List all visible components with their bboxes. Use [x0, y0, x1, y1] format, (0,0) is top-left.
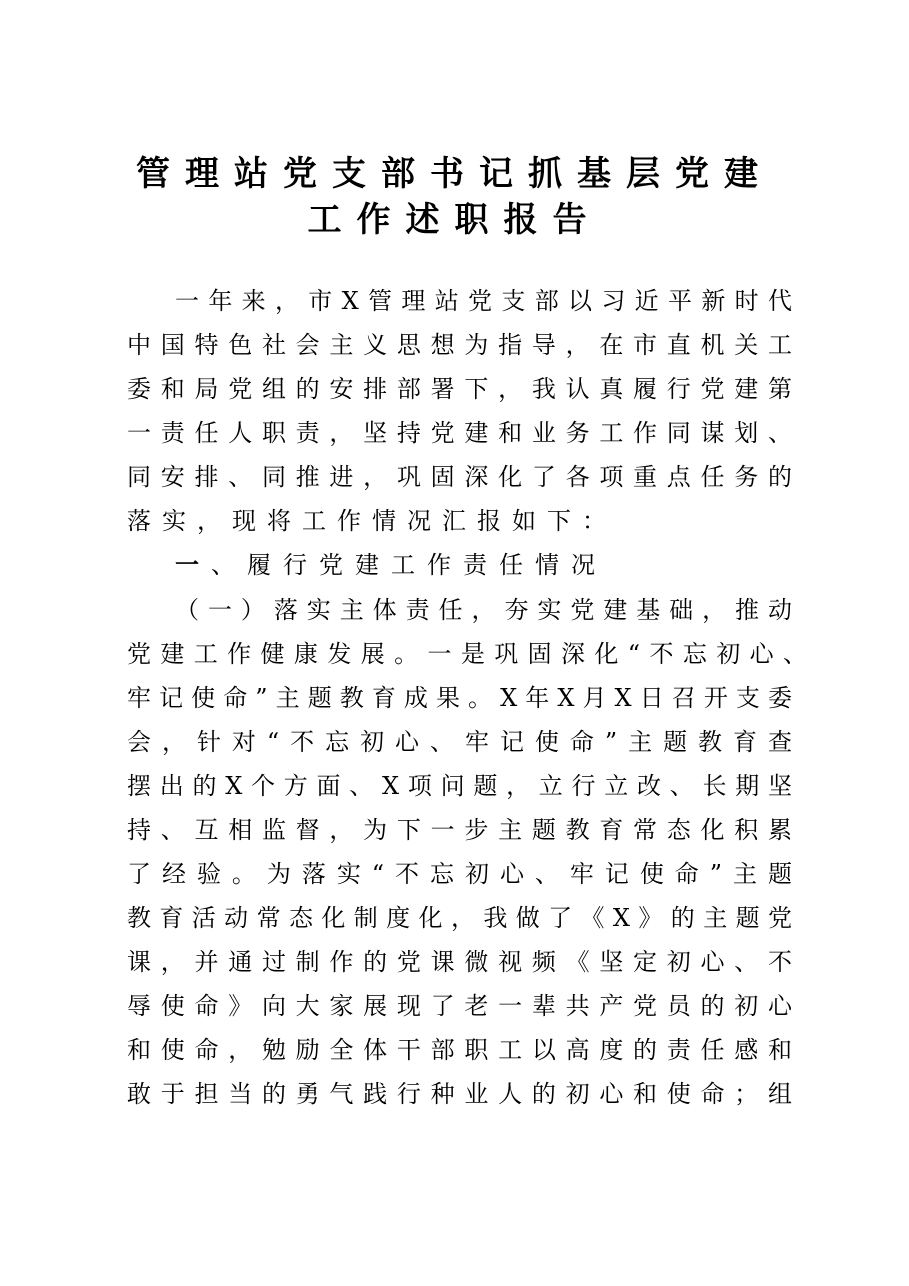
intro-paragraph-line: 委和局党组的安排部署下，我认真履行党建第 [127, 375, 792, 403]
intro-paragraph-line: 同安排、同推进，巩固深化了各项重点任务的 [127, 463, 792, 491]
section-paragraph-line: 会，针对“不忘初心、牢记使命”主题教育查 [127, 728, 792, 756]
intro-paragraph-line: 落实，现将工作情况汇报如下： [127, 507, 617, 535]
section-paragraph-line: 了经验。为落实“不忘初心、牢记使命”主题 [127, 860, 792, 888]
section-number: 一 [175, 550, 211, 579]
section-paragraph-line: 敢于担当的勇气践行种业人的初心和使命；组 [127, 1080, 792, 1108]
section-paragraph-line: 辱使命》向大家展现了老一辈共产党员的初心 [127, 992, 792, 1020]
section-paragraph-line: 教育活动常态化制度化，我做了《X》的主题党 [127, 904, 792, 932]
intro-paragraph-line: 一年来，市X管理站党支部以习近平新时代 [175, 287, 792, 315]
section-heading [175, 549, 607, 581]
intro-paragraph-line: 中国特色社会主义思想为指导，在市直机关工 [127, 331, 792, 359]
intro-paragraph-line: 一责任人职责，坚持党建和业务工作同谋划、 [127, 419, 792, 447]
document-title-line-2: 工作述职报告 [307, 200, 602, 240]
section-paragraph-line: 牢记使命”主题教育成果。X年X月X日召开支委 [127, 684, 792, 712]
section-paragraph-line: 和使命，勉励全体干部职工以高度的责任感和 [127, 1036, 792, 1064]
section-paragraph-line: 课，并通过制作的党课微视频《坚定初心、不 [127, 948, 792, 976]
section-paragraph-line: 持、互相监督，为下一步主题教育常态化积累 [127, 816, 792, 844]
section-paragraph-line: 摆出的X个方面、X项问题，立行立改、长期坚 [127, 772, 792, 800]
section-paragraph-line: 党建工作健康发展。一是巩固深化“不忘初心、 [127, 640, 807, 668]
section-paragraph-line: （一）落实主体责任，夯实党建基础，推动 [175, 596, 792, 624]
document-title-line-1: 管理站党支部书记抓基层党建 [136, 154, 773, 194]
section-title: 、履行党建工作责任情况 [211, 551, 607, 579]
